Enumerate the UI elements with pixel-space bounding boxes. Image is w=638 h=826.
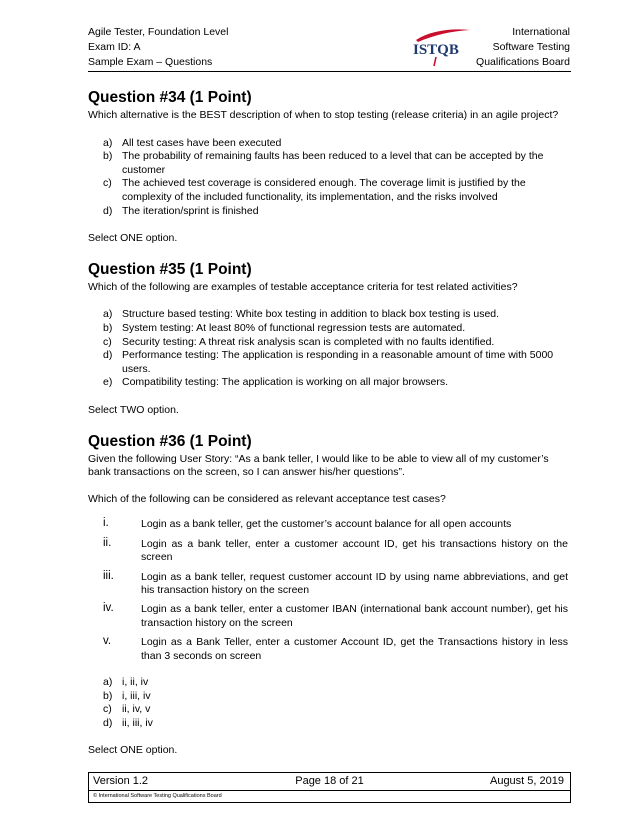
answer-option [88, 676, 568, 690]
question-title: Question #35 (1 Point) [88, 260, 252, 278]
option-text: All test cases have been executed [122, 136, 282, 149]
option-text: Compatibility testing: The application is working on all major browsers. [122, 376, 449, 389]
page-content [88, 88, 568, 758]
option-label: c) [103, 335, 112, 348]
option-label: d) [103, 204, 113, 217]
case-label: i. [103, 517, 109, 530]
header-divider [88, 71, 571, 72]
case-label: ii. [103, 536, 112, 549]
case-label: iv. [103, 602, 114, 615]
option-text: Security testing: A threat risk analysis scan is completed with no faults identified. [122, 335, 495, 348]
select-instruction: Select ONE option. [88, 232, 178, 245]
option-label: d) [103, 349, 113, 362]
case-text: Login as a bank teller, get the customer’s account balance for all open accounts [141, 518, 512, 531]
test-case-item [88, 571, 568, 598]
option-label: b) [103, 321, 113, 334]
question-36 [88, 432, 568, 758]
case-text: Login as a Bank Teller, enter a customer Account ID, get the Transactions history in less than 3 seconds on screen [141, 636, 568, 662]
header-org-line2: Software Testing [492, 41, 570, 53]
option-label: a) [103, 136, 113, 149]
answer-option [88, 690, 568, 704]
answer-option [88, 336, 568, 350]
case-label: iii. [103, 569, 114, 582]
header-org-line3: Qualifications Board [476, 56, 570, 68]
header-doc-type: Sample Exam – Questions [88, 56, 213, 68]
option-text: The achieved test coverage is considered enough. The coverage limit is justified by the complexity of the included functionality, its implementation, and the risks involved [122, 177, 526, 203]
istqb-logo [410, 27, 472, 67]
footer-page-number: Page 18 of 21 [295, 775, 364, 787]
option-text: ii, iv, v [122, 703, 151, 716]
case-text: Login as a bank teller, enter a customer account ID, get his transactions history on the screen [141, 537, 568, 564]
footer-date: August 5, 2019 [489, 775, 564, 787]
test-case-list [88, 518, 568, 663]
test-case-item [88, 518, 568, 531]
option-text: The probability of remaining faults has been reduced to a level that can be accepted by the customer [122, 150, 544, 176]
answer-options [88, 308, 568, 390]
option-text: The iteration/sprint is finished [122, 204, 259, 217]
select-instruction: Select ONE option. [88, 744, 178, 757]
option-label: c) [103, 703, 112, 716]
question-text: Which alternative is the BEST description of when to stop testing (release criteria) in an agile project? [88, 109, 559, 121]
header-course: Agile Tester, Foundation Level [88, 26, 229, 38]
case-text: Login as a bank teller, enter a customer IBAN (international bank account number), get his transaction history on the screen [141, 603, 568, 629]
question-35 [88, 260, 568, 418]
option-text: Performance testing: The application is responding in a reasonable amount of time with 5000 users. [122, 349, 554, 375]
page-footer [88, 772, 571, 803]
header-org-line1: International [512, 26, 570, 38]
answer-option [88, 308, 568, 322]
question-title: Question #36 (1 Point) [88, 432, 252, 450]
footer-version: Version 1.2 [93, 775, 149, 787]
answer-option [88, 177, 568, 204]
option-label: c) [103, 177, 112, 190]
case-text: Login as a bank teller, request customer account ID by using name abbreviations, and get his transaction history on the screen [141, 570, 568, 596]
answer-option [88, 703, 568, 717]
answer-option [88, 137, 568, 151]
question-text: Given the following User Story: “As a bank teller, I would like to be able to view all of my customer’s bank transactions on the screen, so I can answer his/her questions”. [88, 452, 549, 479]
answer-option [88, 376, 568, 390]
answer-option [88, 349, 568, 376]
test-case-item [88, 603, 568, 630]
question-title: Question #34 (1 Point) [88, 89, 252, 106]
option-label: b) [103, 150, 113, 163]
logo-text: ISTQB [413, 42, 459, 58]
answer-option [88, 322, 568, 336]
footer-copyright: © International Software Testing Qualifications Board [93, 793, 222, 799]
test-case-item [88, 538, 568, 565]
option-label: e) [103, 376, 113, 389]
question-34 [88, 88, 568, 246]
select-instruction: Select TWO option. [88, 403, 179, 416]
footer-divider [89, 790, 570, 791]
option-text: i, iii, iv [122, 689, 151, 702]
option-text: Structure based testing: White box testing in addition to black box testing is used. [122, 308, 500, 321]
answer-options [88, 137, 568, 219]
question-text: Which of the following are examples of testable acceptance criteria for test related activities? [88, 280, 518, 293]
header-exam-id: Exam ID: A [88, 41, 141, 53]
option-label: a) [103, 675, 113, 688]
option-text: System testing: At least 80% of functional regression tests are automated. [122, 321, 466, 334]
option-text: ii, iii, iv [122, 716, 153, 729]
test-case-item [88, 636, 568, 663]
answer-option [88, 717, 568, 731]
answer-option [88, 205, 568, 219]
option-label: d) [103, 716, 113, 729]
answer-options [88, 676, 568, 730]
option-label: b) [103, 689, 113, 702]
answer-option [88, 150, 568, 177]
header-right [476, 25, 570, 70]
header-left [88, 25, 228, 70]
option-text: i, ii, iv [122, 675, 149, 688]
page-header [88, 25, 570, 69]
question-subtext: Which of the following can be considered as relevant acceptance test cases? [88, 492, 446, 505]
option-label: a) [103, 308, 113, 321]
case-label: v. [103, 635, 112, 648]
